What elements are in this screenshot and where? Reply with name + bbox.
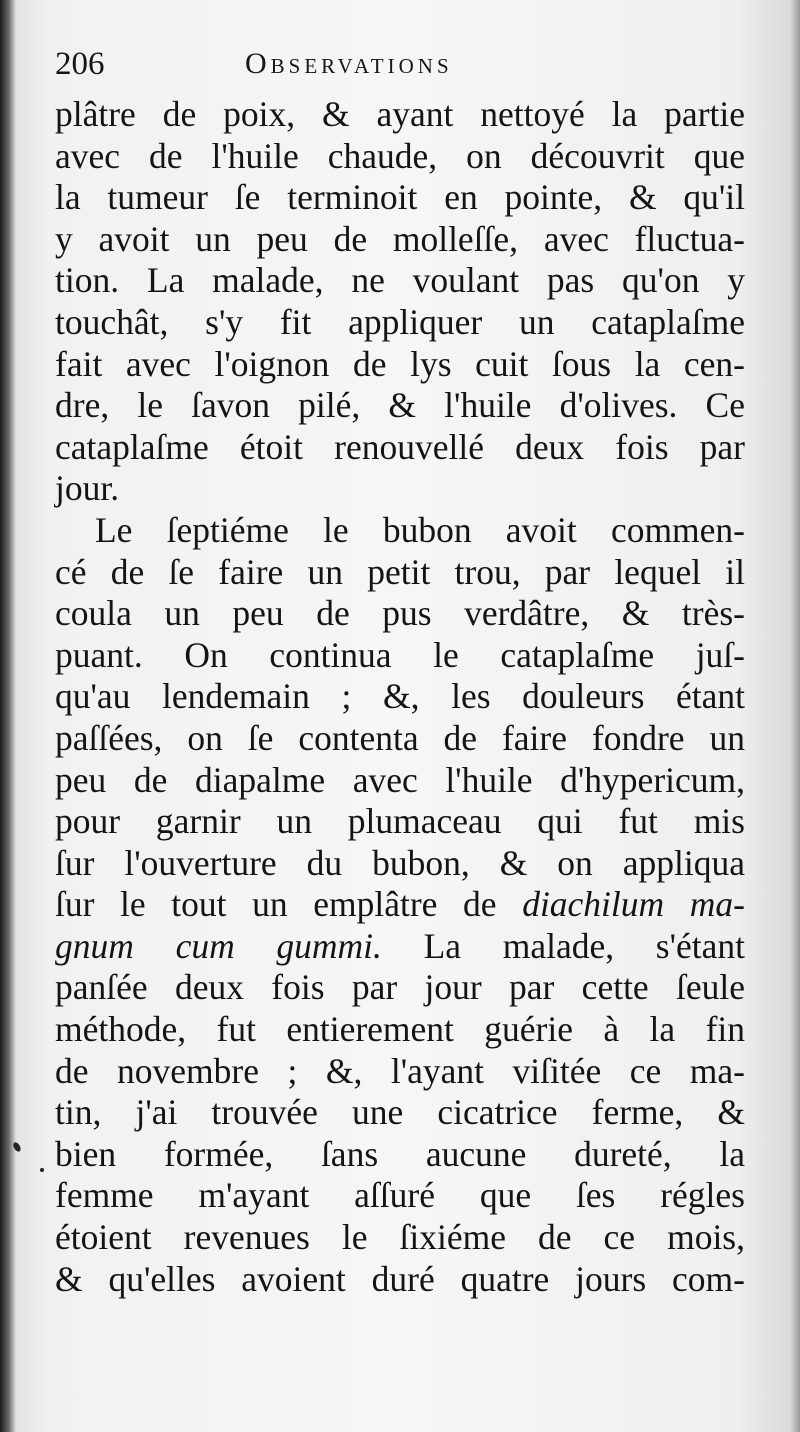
text-segment: ſur le tout un emplâtre de [55, 884, 497, 925]
text-segment: La malade, s'étant [423, 925, 745, 966]
text-line: y avoit un peu de molleſſe, avec fluctua- [55, 218, 745, 259]
text-line: qu'au lendemain ; &, les douleurs étant [55, 676, 745, 717]
page-header [55, 38, 755, 88]
text-line: ſur l'ouverture du bubon, & on appliqua [55, 842, 745, 883]
running-head: Observations [245, 47, 453, 80]
ink-speck [40, 1168, 44, 1172]
text-line: bien formée, ſans aucune dureté, la [55, 1133, 745, 1174]
text-line: étoient revenues le ſixiéme de ce mois, [55, 1217, 745, 1258]
text-line: fait avec l'oignon de lys cuit ſous la cen- [55, 343, 745, 384]
page-edge-shadow [790, 0, 800, 1432]
text-line: femme m'ayant aſſuré que ſes régles [55, 1175, 745, 1216]
text-line: & qu'elles avoient duré quatre jours com- [55, 1258, 745, 1299]
text-line: la tumeur ſe terminoit en pointe, & qu'il [55, 177, 745, 218]
text-line: jour. [55, 468, 120, 509]
text-line: tin, j'ai trouvée une cicatrice ferme, & [55, 1092, 745, 1133]
text-line: touchât, s'y fit appliquer un cataplaſme [55, 301, 745, 342]
text-line: tion. La malade, ne voulant pas qu'on y [55, 260, 745, 301]
italic-latin-term: diachilum ma- [522, 884, 745, 925]
text-line: dre, le ſavon pilé, & l'huile d'olives. Ce [55, 385, 745, 426]
text-line-mixed [55, 884, 745, 926]
text-line: paſſées, on ſe contenta de faire fondre un [55, 717, 745, 758]
text-line-mixed [55, 926, 745, 968]
text-line: avec de l'huile chaude, on découvrit que [55, 135, 745, 176]
text-line: puant. On continua le cataplaſme juſ- [55, 634, 745, 675]
text-line: pour garnir un plumaceau qui fut mis [55, 801, 745, 842]
text-line: coula un peu de pus verdâtre, & très- [55, 593, 745, 634]
text-line: cé de ſe faire un petit trou, par lequel il [55, 551, 745, 592]
page-number: 206 [55, 46, 105, 82]
body-text [55, 94, 745, 1300]
text-line: peu de diapalme avec l'huile d'hypericum, [55, 759, 745, 800]
text-line: méthode, fut entierement guérie à la fin [55, 1009, 745, 1050]
text-line: Le ſeptiéme le bubon avoit commen- [95, 509, 745, 550]
text-line: plâtre de poix, & ayant nettoyé la partie [55, 94, 745, 134]
text-line: de novembre ; &, l'ayant viſitée ce ma- [55, 1050, 745, 1091]
text-line: panſée deux fois par jour par cette ſeule [55, 967, 745, 1008]
text-line: cataplaſme étoit renouvellé deux fois par [55, 426, 745, 467]
binding-shadow [0, 0, 16, 1432]
italic-latin-term: gnum cum gummi. [55, 925, 382, 966]
